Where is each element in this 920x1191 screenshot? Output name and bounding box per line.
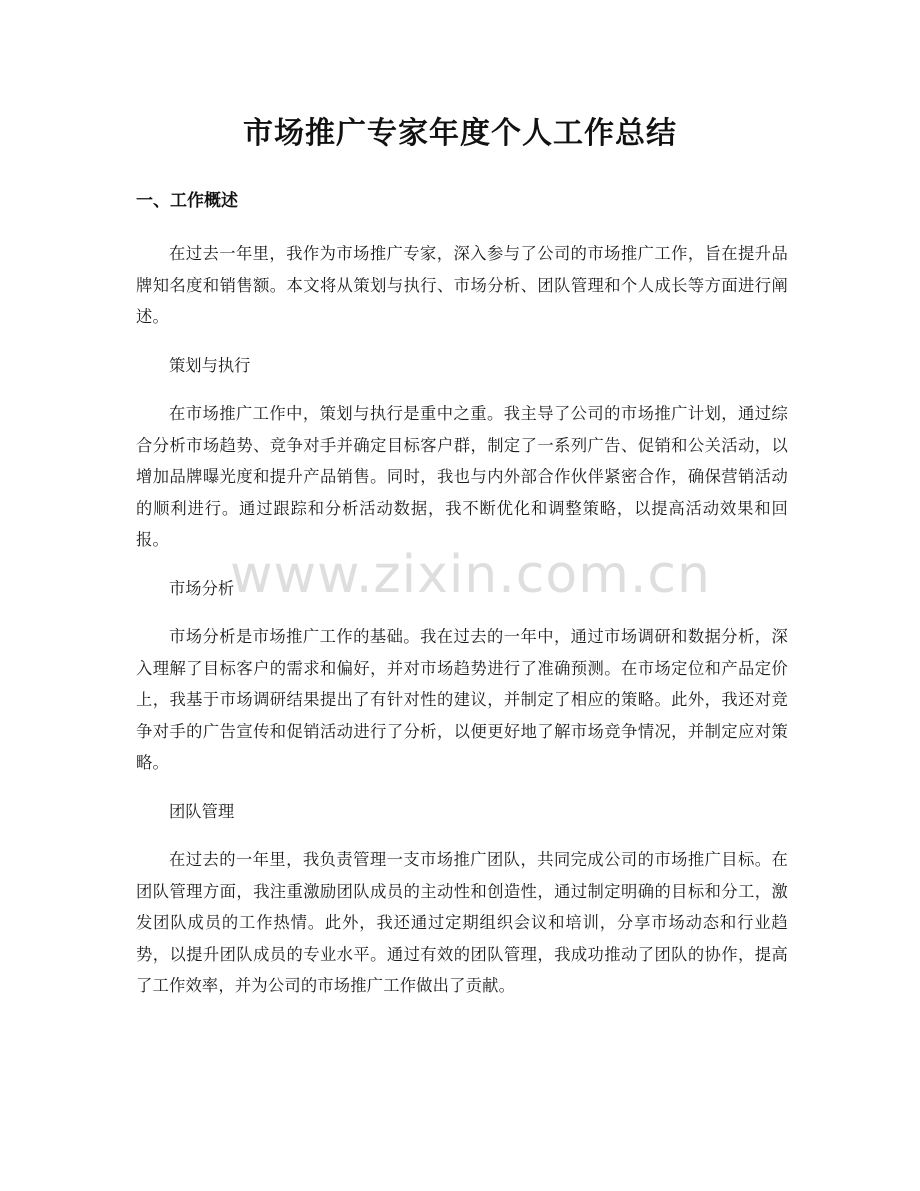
team-management-paragraph: 在过去的一年里，我负责管理一支市场推广团队，共同完成公司的市场推广目标。在团队管理方面，我注重激励团队成员的主动性和创造性，通过制定明确的目标和分工，激发团队成员的工作热情。此外，我还通过定期组织会议和培训，分享市场动态和行业趋势，以提升团队成员的专业水平。通过有效的团队管理，我成功推动了团队的协作，提高了工作效率，并为公司的市场推广工作做出了贡献。 (136, 850, 788, 995)
document-title: 市场推广专家年度个人工作总结 (243, 116, 677, 151)
document-body (136, 186, 788, 1019)
market-analysis-paragraph: 市场分析是市场推广工作的基础。我在过去的一年中，通过市场调研和数据分析，深入理解了目标客户的需求和偏好，并对市场趋势进行了准确预测。在市场定位和产品定价上，我基于市场调研结果提出了有针对性的建议，并制定了相应的策略。此外，我还对竞争对手的广告宣传和促销活动进行了分析，以便更好地了解市场竞争情况，并制定应对策略。 (136, 627, 788, 772)
subheading-team-management: 团队管理 (169, 801, 235, 821)
watermark: www.zixin.com.cn (230, 545, 711, 605)
subheading-market-analysis: 市场分析 (169, 578, 235, 598)
planning-paragraph: 在市场推广工作中，策划与执行是重中之重。我主导了公司的市场推广计划，通过综合分析市场趋势、竞争对手并确定目标客户群，制定了一系列广告、促销和公关活动，以增加品牌曝光度和提升产品销售。同时，我也与内外部合作伙伴紧密合作，确保营销活动的顺利进行。通过跟踪和分析活动数据，我不断优化和调整策略，以提高活动效果和回报。 (136, 404, 788, 549)
section-heading-overview: 一、工作概述 (136, 191, 238, 211)
subheading-planning: 策划与执行 (169, 355, 251, 375)
intro-paragraph: 在过去一年里，我作为市场推广专家，深入参与了公司的市场推广工作，旨在提升品牌知名度和销售额。本文将从策划与执行、市场分析、团队管理和个人成长等方面进行阐述。 (136, 244, 788, 326)
